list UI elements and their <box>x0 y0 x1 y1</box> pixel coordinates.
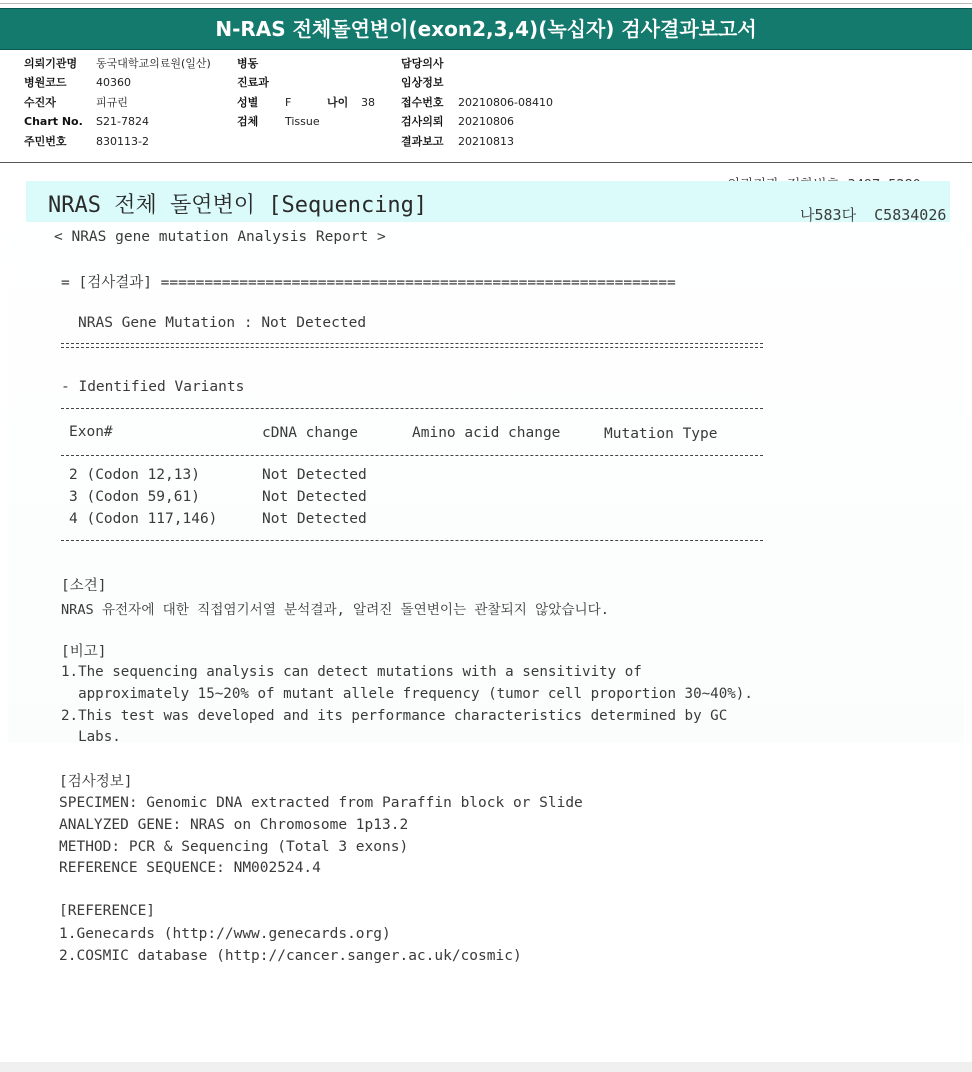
info-value: 20210806 <box>458 115 514 129</box>
col-header-amino: Amino acid change <box>412 425 561 441</box>
info-label: 담당의사 <box>401 57 444 70</box>
info-left <box>24 54 211 151</box>
table-rule-top <box>61 408 763 409</box>
info-label: 병동 <box>237 57 259 70</box>
info-label: 주민번호 <box>24 134 67 148</box>
remark-line: 2.This test was developed and its performance characteristics determined by GC <box>61 708 728 724</box>
info-label: 병원코드 <box>24 76 67 90</box>
info-mid <box>237 54 375 132</box>
info-value: 830113-2 <box>96 134 149 148</box>
variants-header: - Identified Variants <box>61 379 245 395</box>
info-label: 접수번호 <box>401 95 444 109</box>
info-value: 20210813 <box>458 134 514 148</box>
info-value: F <box>285 95 292 109</box>
col-header-mutation: Mutation Type <box>604 426 718 442</box>
info-value: Tissue <box>285 115 320 129</box>
page-bottom-band <box>0 1062 972 1072</box>
info-value: 동국대학교의료원(일산) <box>96 57 211 70</box>
result-header: = [검사결과] =========================================================== <box>61 275 676 291</box>
table-rule-mid <box>61 455 763 456</box>
reference-link-genecards: 1.Genecards (http://www.genecards.org) <box>59 926 391 942</box>
report-title: N-RAS 전체돌연변이(exon2,3,4)(녹십자) 검사결과보고서 <box>0 8 972 50</box>
age-value: 38 <box>361 95 375 109</box>
specimen-line: SPECIMEN: Genomic DNA extracted from Paraffin block or Slide <box>59 795 583 811</box>
opinion-text: NRAS 유전자에 대한 직접염기서열 분석결과, 알려진 돌연변이는 관찰되지 않았습니다. <box>61 602 609 618</box>
info-label: 수진자 <box>24 95 56 109</box>
table-cell-exon: 2 (Codon 12,13) <box>69 467 200 483</box>
test-info-header: [검사정보] <box>59 774 133 790</box>
table-cell-cdna: Not Detected <box>262 467 367 483</box>
col-header-cdna: cDNA change <box>262 425 359 441</box>
table-cell-cdna: Not Detected <box>262 489 367 505</box>
info-label: 검사의뢰 <box>401 115 444 129</box>
method-line: METHOD: PCR & Sequencing (Total 3 exons) <box>59 839 409 855</box>
report-subtitle: < NRAS gene mutation Analysis Report > <box>54 229 386 245</box>
refseq-line: REFERENCE SEQUENCE: NM002524.4 <box>59 860 321 876</box>
reference-link-cosmic: 2.COSMIC database (http://cancer.sanger.ac.uk/cosmic) <box>59 948 522 964</box>
info-label: 검체 <box>237 115 259 129</box>
double-rule <box>61 343 763 348</box>
age-label: 나이 <box>327 95 349 109</box>
top-border <box>0 3 972 4</box>
specimen-code: 나583다 C5834026 <box>800 206 947 224</box>
table-cell-cdna: Not Detected <box>262 511 367 527</box>
result-line: NRAS Gene Mutation : Not Detected <box>78 315 367 331</box>
remark-line: approximately 15~20% of mutant allele frequency (tumor cell proportion 30~40%). <box>61 686 753 702</box>
info-label: 의뢰기관명 <box>24 57 78 70</box>
report-heading: NRAS 전체 돌연변이 [Sequencing] <box>48 193 428 218</box>
table-rule-bottom <box>61 540 763 541</box>
remark-line: Labs. <box>61 729 121 745</box>
col-header-exon: Exon# <box>69 424 113 440</box>
gene-line: ANALYZED GENE: NRAS on Chromosome 1p13.2 <box>59 817 409 833</box>
opinion-header: [소견] <box>61 578 107 594</box>
table-cell-exon: 3 (Codon 59,61) <box>69 489 200 505</box>
remark-line: 1.The sequencing analysis can detect mutations with a sensitivity of <box>61 664 642 680</box>
info-label: Chart No. <box>24 115 83 129</box>
info-divider <box>0 162 972 163</box>
reference-header: [REFERENCE] <box>59 903 156 919</box>
table-cell-exon: 4 (Codon 117,146) <box>69 511 218 527</box>
info-value: 피규린 <box>96 95 128 109</box>
info-label: 진료과 <box>237 76 269 90</box>
info-value: 20210806-08410 <box>458 95 553 109</box>
info-value: S21-7824 <box>96 115 149 129</box>
remarks-header: [비고] <box>61 644 107 660</box>
info-value: 40360 <box>96 76 131 90</box>
info-label: 결과보고 <box>401 134 444 148</box>
info-label: 임상정보 <box>401 76 444 90</box>
info-right <box>401 54 553 151</box>
info-label: 성별 <box>237 95 259 109</box>
